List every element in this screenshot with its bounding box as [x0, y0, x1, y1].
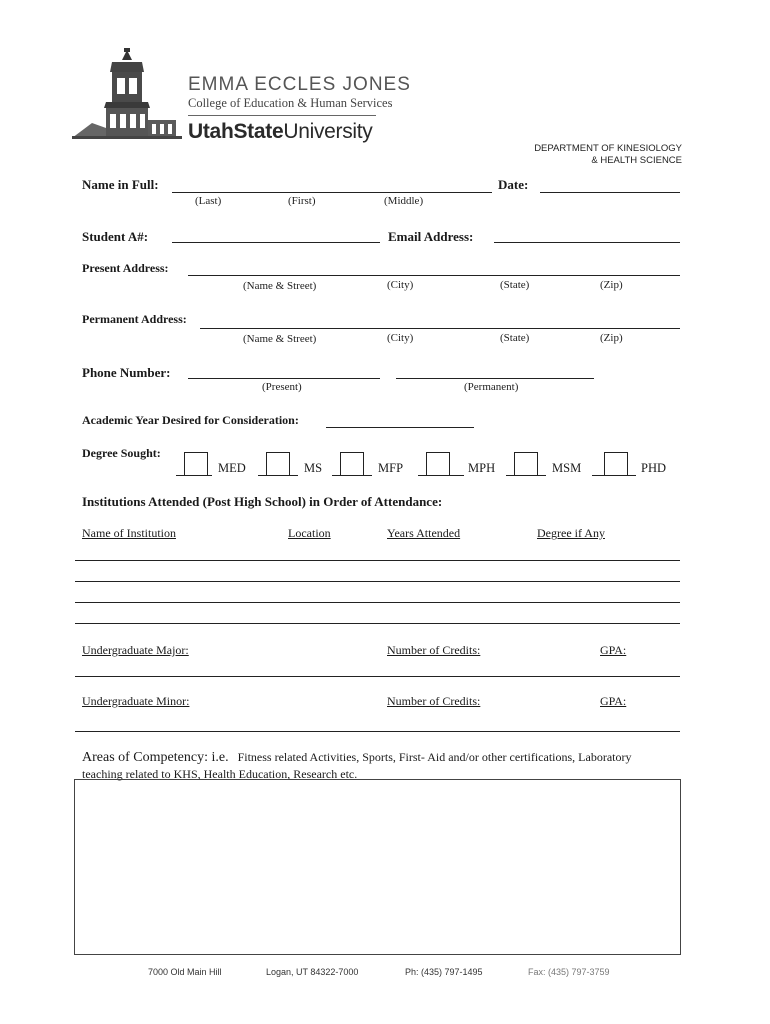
degree-line-mfp: [332, 475, 372, 476]
degree-option-ms: MS: [304, 461, 323, 475]
permanent-zip-caption: (Zip): [600, 332, 623, 344]
institution-row-line[interactable]: [75, 581, 680, 582]
minor-credits-label: Number of Credits:: [387, 694, 481, 708]
major-credits-label: Number of Credits:: [387, 643, 481, 657]
permanent-state-caption: (State): [500, 332, 530, 344]
degree-line-msm: [506, 475, 546, 476]
phone-present-caption: (Present): [262, 381, 302, 393]
degree-sought-label: Degree Sought:: [82, 446, 161, 460]
email-input-line[interactable]: [494, 242, 680, 243]
degree-checkbox-med[interactable]: [184, 452, 208, 476]
permanent-city-caption: (City): [387, 332, 414, 344]
undergrad-major-input-line[interactable]: [75, 676, 680, 677]
phone-present-input-line[interactable]: [188, 378, 380, 379]
degree-option-msm: MSM: [552, 461, 582, 475]
footer-fax: Fax: (435) 797-3759: [528, 967, 610, 977]
degree-option-mfp: MFP: [378, 461, 404, 475]
student-input-line[interactable]: [172, 242, 380, 243]
institution-row-line[interactable]: [75, 560, 680, 561]
logo-line2: College of Education & Human Services: [188, 96, 393, 110]
present-city-caption: (City): [387, 279, 414, 291]
col-degree-if-any: Degree if Any: [537, 526, 605, 540]
competency-text: [82, 749, 682, 782]
competency-desc-line1: Fitness related Activities, Sports, First- Aid and/or other certifications, Laboratory: [237, 750, 632, 764]
competency-textarea[interactable]: [74, 779, 681, 955]
department-line1: DEPARTMENT OF KINESIOLOGY: [534, 143, 682, 154]
student-label: Student A#:: [82, 229, 149, 244]
degree-line-ms: [258, 475, 298, 476]
footer-phone: Ph: (435) 797-1495: [405, 967, 483, 977]
logo-divider: [188, 115, 376, 116]
logo-line1: EMMA ECCLES JONES: [188, 74, 411, 95]
undergrad-minor-label: Undergraduate Minor:: [82, 694, 190, 708]
footer-address: 7000 Old Main Hill: [148, 967, 222, 977]
name-middle-caption: (Middle): [384, 195, 424, 207]
degree-checkbox-msm[interactable]: [514, 452, 538, 476]
col-years-attended: Years Attended: [387, 526, 461, 540]
date-label: Date:: [498, 177, 529, 192]
phone-label: Phone Number:: [82, 365, 171, 380]
logo-line3: [188, 120, 373, 144]
institutions-heading: Institutions Attended (Post High School) in Order of Attendance:: [82, 494, 443, 509]
old-main-tower-icon: [72, 48, 182, 143]
phone-permanent-caption: (Permanent): [464, 381, 519, 393]
present-state-caption: (State): [500, 279, 530, 291]
degree-checkbox-ms[interactable]: [266, 452, 290, 476]
name-first-caption: (First): [288, 195, 316, 207]
logo-line3-bold: UtahState: [188, 120, 284, 143]
degree-line-phd: [592, 475, 636, 476]
major-gpa-label: GPA:: [600, 643, 627, 657]
department-heading: [534, 143, 682, 167]
undergrad-minor-input-line[interactable]: [75, 731, 680, 732]
present-address-input-line[interactable]: [188, 275, 680, 276]
logo-line3-regular: University: [283, 120, 373, 143]
present-zip-caption: (Zip): [600, 279, 623, 291]
degree-option-phd: PHD: [641, 461, 667, 475]
col-name-of-institution: Name of Institution: [82, 526, 176, 540]
degree-line-mph: [418, 475, 464, 476]
institution-row-line[interactable]: [75, 602, 680, 603]
department-line2: & HEALTH SCIENCE: [591, 155, 682, 166]
col-location: Location: [288, 526, 331, 540]
footer-city: Logan, UT 84322-7000: [266, 967, 359, 977]
permanent-address-input-line[interactable]: [200, 328, 680, 329]
university-logo: [72, 48, 411, 143]
competency-desc-line2: teaching related to KHS, Health Education, Research etc.: [82, 767, 358, 781]
undergrad-major-label: Undergraduate Major:: [82, 643, 189, 657]
academic-year-label: Academic Year Desired for Consideration:: [82, 413, 299, 427]
degree-option-med: MED: [218, 461, 246, 475]
email-label: Email Address:: [388, 229, 474, 244]
permanent-address-label: Permanent Address:: [82, 312, 187, 326]
date-input-line[interactable]: [540, 192, 680, 193]
minor-gpa-label: GPA:: [600, 694, 627, 708]
present-street-caption: (Name & Street): [243, 280, 317, 292]
present-address-label: Present Address:: [82, 261, 169, 275]
permanent-street-caption: (Name & Street): [243, 333, 317, 345]
competency-label: Areas of Competency: i.e.: [82, 750, 229, 765]
degree-checkbox-mfp[interactable]: [340, 452, 364, 476]
name-input-line[interactable]: [172, 192, 492, 193]
institution-row-line[interactable]: [75, 623, 680, 624]
academic-year-input-line[interactable]: [326, 427, 474, 428]
name-label: Name in Full:: [82, 177, 159, 192]
name-last-caption: (Last): [195, 195, 222, 207]
degree-checkbox-mph[interactable]: [426, 452, 450, 476]
phone-permanent-input-line[interactable]: [396, 378, 594, 379]
degree-checkbox-phd[interactable]: [604, 452, 628, 476]
degree-option-mph: MPH: [468, 461, 496, 475]
degree-line-med: [176, 475, 212, 476]
